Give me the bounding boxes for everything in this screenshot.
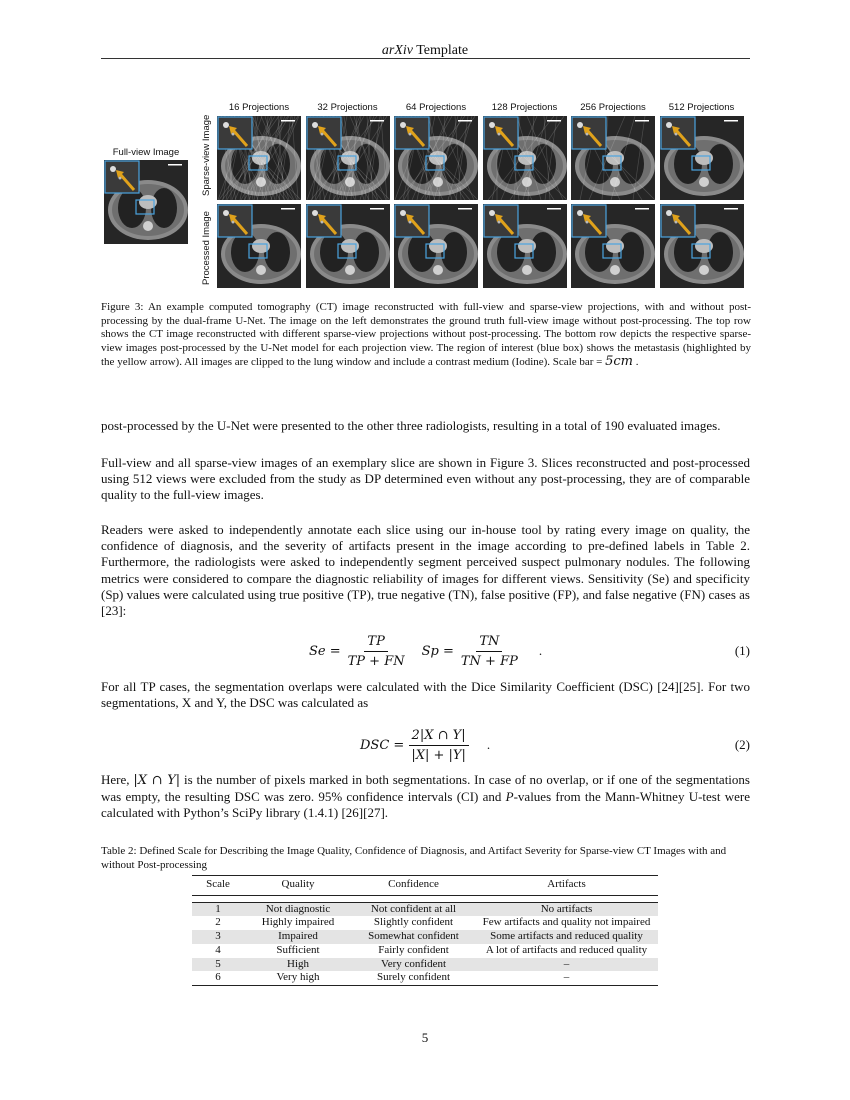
sparse-view-ct-image — [217, 116, 301, 200]
table-row — [192, 958, 658, 972]
p5-math: |X ∩ Y| — [133, 773, 181, 788]
table-row — [192, 944, 658, 958]
table-cell: Sufficient — [276, 943, 320, 956]
table-row — [192, 971, 658, 985]
eq1-sp-fraction — [458, 634, 521, 669]
eq1-sp-denominator: TN + FP — [460, 653, 518, 669]
p5-text-b: is the number of pixels marked in both segmentations. In case of no overlap, or if one of the segmentations was empty, the resulting DSC was zero. 95% confidence intervals (CI) and — [101, 772, 750, 805]
paragraph-3: Readers were asked to independently annotate each slice using our in-house tool by rating every image on quality, the confidence of diagnosis, and the severity of artifacts present in the image according to pre-defined labels in Table 2. Furthermore, the radiologists were asked to independently segment perceived suspect pulmonary nodules. The following metrics were considered to compare the diagnostic reliability of images for different views. Sensitivity (Se) and specificity (Sp) values were calculated using true positive (TP), true negative (TN), false positive (FP), and false negative (FN) cases as [23]: — [101, 522, 750, 619]
processed-ct-image — [394, 204, 478, 288]
table-cell: A lot of artifacts and reduced quality — [485, 943, 648, 956]
column-title: 512 Projections — [668, 102, 735, 113]
paragraph-5 — [101, 772, 750, 822]
processed-ct-image — [217, 204, 301, 288]
eq2-lhs: DSC = — [360, 737, 405, 753]
row-label-sparse: Sparse-view Image — [201, 114, 212, 196]
column-title: 128 Projections — [491, 102, 558, 113]
table-body — [192, 895, 658, 985]
column-title: 32 Projections — [317, 102, 378, 113]
eq2-denominator: |X| + |Y| — [411, 747, 466, 763]
equation-1-number: (1) — [734, 643, 750, 658]
table-cell: Slightly confident — [373, 916, 454, 929]
paragraph-2: Full-view and all sparse-view images of an exemplary slice are shown in Figure 3. Slices reconstructed and post-processed using 512 views were excluded from the study as DP determined even without any post-processing, they are of comparable quality to the full-view images. — [101, 455, 750, 503]
sparse-view-ct-image — [571, 116, 655, 200]
column-title: 64 Projections — [405, 102, 467, 113]
table-cell: Some artifacts and reduced quality — [475, 930, 658, 944]
table-header-cell: Quality — [244, 876, 352, 896]
table-header-cell: Artifacts — [475, 876, 658, 896]
equation-2-number: (2) — [734, 737, 750, 752]
table-cell: Fairly confident — [378, 943, 449, 956]
column-title: 256 Projections — [580, 102, 646, 113]
eq1-period: . — [538, 643, 543, 658]
table-cell: High — [244, 958, 352, 972]
p5-p-letter: P — [505, 789, 514, 805]
figure-caption-text: Figure 3: An example computed tomography (CT) image reconstructed with full-view and sparse-view projections, with and without post-processing by the dual-frame U-Net. The image on the left demonstrates the ground truth full-view image without post-processing. The top row shows the CT image reconstructed with different sparse-view projections without post-processing. The bottom row depicts the respective sparse-view images post-processed by the U-Net model for each projection view. The region of interest (blue box) shows the metastasis (highlighted by the yellow arrow). All images are clipped to the lung window and include a contrast medium (Iodine). Scale bar = — [101, 301, 751, 369]
eq2-period: . — [486, 737, 491, 752]
processed-ct-image — [660, 204, 744, 288]
processed-ct-image — [306, 204, 390, 288]
table-cell: – — [475, 971, 658, 985]
journal-name: arXiv — [381, 43, 413, 58]
table-cell: No artifacts — [475, 902, 658, 916]
table-cell: Not confident at all — [352, 902, 475, 916]
eq1-sp-lhs: Sp = — [421, 643, 454, 659]
page-number: 5 — [421, 1030, 429, 1045]
full-view-label: Full-view Image — [112, 147, 180, 158]
table-cell: – — [475, 958, 658, 972]
eq1-se-denominator: TP + FN — [347, 653, 405, 669]
sparse-view-ct-image — [306, 116, 390, 200]
table-cell: 6 — [192, 971, 244, 985]
header-suffix: Template — [412, 43, 469, 58]
table-cell: 5 — [192, 958, 244, 972]
column-title: 16 Projections — [228, 102, 290, 113]
table-header-row — [192, 876, 658, 896]
paragraph-1: post-processed by the U-Net were presented to the other three radiologists, resulting in a total of 190 evaluated images. — [101, 418, 721, 433]
figure-caption — [101, 301, 751, 370]
row-label-processed: Processed Image — [201, 211, 212, 285]
table-cell: 3 — [192, 930, 244, 944]
table-row — [192, 902, 658, 916]
p5-text-a: Here, — [101, 772, 134, 787]
table-cell: 2 — [215, 916, 221, 929]
eq1-se-numerator: TP — [364, 634, 387, 652]
table-header-cell: Scale — [192, 876, 244, 896]
table-cell: Not diagnostic — [244, 902, 352, 916]
figure-caption-end: . — [633, 356, 639, 369]
equation-2 — [101, 725, 750, 765]
eq1-se-lhs: Se = — [309, 643, 341, 659]
table-cell: Very confident — [352, 958, 475, 972]
table-caption: Table 2: Defined Scale for Describing the Image Quality, Confidence of Diagnosis, and Artifact Severity for Sparse-view CT Images with and without Post-processing — [101, 845, 727, 871]
p5-text-c: -values from the Mann-Whitney U-test were calculated with Python’s SciPy library (1.4.1) [26][27]. — [101, 789, 750, 821]
table-row — [192, 916, 658, 930]
table-cell: Few artifacts and quality not impaired — [482, 916, 651, 929]
equation-1 — [101, 631, 750, 671]
eq1-se-fraction — [345, 634, 408, 669]
table-2 — [192, 875, 658, 986]
processed-ct-image — [483, 204, 567, 288]
figure-caption-scale: 5cm — [605, 354, 633, 370]
eq1-sp-numerator: TN — [476, 634, 502, 652]
sparse-view-ct-image — [394, 116, 478, 200]
table-row — [192, 930, 658, 944]
paragraph-4: For all TP cases, the segmentation overlaps were calculated with the Dice Similarity Coefficient (DSC) [24][25]. For two segmentations, X and Y, the DSC was calculated as — [101, 679, 750, 711]
eq2-numerator: 2|X ∩ Y| — [409, 728, 469, 746]
sparse-view-ct-image — [483, 116, 567, 200]
table-cell: Impaired — [244, 930, 352, 944]
table-cell: Somewhat confident — [352, 930, 475, 944]
table-cell: 1 — [192, 902, 244, 916]
full-view-ct-image — [104, 160, 188, 244]
processed-ct-image — [571, 204, 655, 288]
table-cell: 4 — [215, 943, 221, 956]
table-header-cell: Confidence — [352, 876, 475, 896]
eq2-fraction — [408, 728, 469, 763]
table-cell: Highly impaired — [261, 916, 335, 929]
table-cell: Surely confident — [352, 971, 475, 985]
table-cell: Very high — [244, 971, 352, 985]
sparse-view-ct-image — [660, 116, 744, 200]
figure-3 — [0, 0, 850, 300]
